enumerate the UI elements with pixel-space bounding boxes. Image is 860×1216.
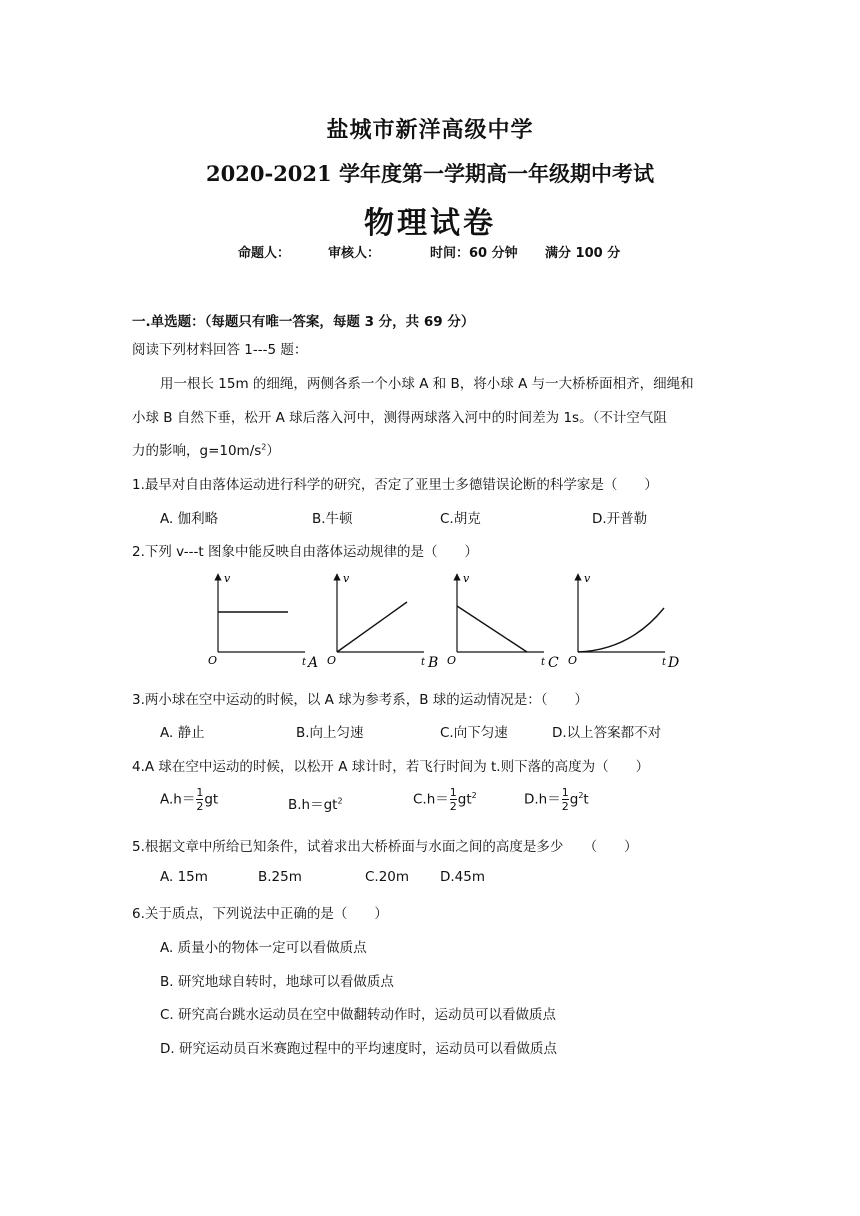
subject-title: 物理试卷 [364, 206, 496, 241]
q1-option-c: C.胡克 [440, 511, 481, 527]
q1-option-a: A. 伽利略 [160, 511, 219, 527]
graph-d-curve [578, 608, 664, 652]
graph-d-origin: O [568, 654, 578, 667]
q3-option-a: A. 静止 [160, 725, 205, 741]
q6-option-c: C. 研究高台跳水运动员在空中做翻转动作时，运动员可以看做质点 [160, 1007, 557, 1023]
question-6-stem: 6.关于质点，下列说法中正确的是（ ） [132, 906, 388, 922]
graph-a [208, 572, 318, 671]
fraction-half: $\frac{1}{2}$ [449, 786, 457, 813]
graph-d-v: v [584, 572, 591, 585]
reviewer-label: 审核人： [328, 246, 381, 261]
q6-option-d: D. 研究运动员百米赛跑过程中的平均速度时，运动员可以看做质点 [160, 1041, 557, 1057]
material-line-1: 用一根长 15m 的细绳，两侧各系一个小球 A 和 B，将小球 A 与一大桥桥面相齐，细绳和 [160, 376, 694, 392]
q6-option-a: A. 质量小的物体一定可以看做质点 [160, 940, 367, 956]
graph-b-label: B [428, 655, 439, 671]
graph-b-v: v [343, 572, 350, 585]
fraction-half: $\frac{1}{2}$ [561, 786, 569, 813]
setter-label: 命题人： [238, 246, 291, 261]
q5-option-b: B.25m [258, 869, 302, 885]
graph-a-origin: O [208, 654, 218, 667]
graph-a-v: v [224, 572, 231, 585]
graph-d [568, 572, 679, 671]
school-name: 盐城市新洋高级中学 [326, 117, 534, 143]
q3-option-c: C.向下匀速 [440, 725, 508, 741]
reading-intro: 阅读下列材料回答 1---5 题： [132, 342, 308, 358]
time-label: 时间：60 分钟 [430, 246, 518, 261]
graph-c [447, 572, 559, 671]
graph-c-t: t [541, 657, 546, 668]
q3-option-b: B.向上匀速 [296, 725, 364, 741]
graph-c-label: C [548, 655, 559, 671]
q1-option-b: B.牛顿 [312, 511, 353, 527]
score-label: 满分 100 分 [545, 246, 621, 261]
graph-d-label: D [668, 655, 680, 671]
graph-b [327, 572, 438, 671]
q4-option-c: C.h＝ $\frac{1}{2}$ $gt^2$ [413, 786, 477, 813]
graph-c-origin: O [447, 654, 457, 667]
q3-option-d: D.以上答案都不对 [552, 725, 662, 741]
section-title: 一.单选题：（每题只有唯一答案，每题 3 分，共 69 分） [132, 314, 475, 330]
question-3-stem: 3.两小球在空中运动的时候，以 A 球为参考系，B 球的运动情况是：（ ） [132, 692, 588, 708]
q4-option-d: D.h＝ $\frac{1}{2}$ $g^2t$ [524, 786, 589, 813]
question-5-stem: 5.根据文章中所给已知条件，试着求出大桥桥面与水面之间的高度是多少 （ ） [132, 839, 638, 855]
q5-option-c: C.20m [365, 869, 410, 885]
graph-c-v: v [463, 572, 470, 585]
graph-a-t: t [302, 657, 307, 668]
vt-graphs [0, 568, 860, 678]
question-1-stem: 1.最早对自由落体运动进行科学的研究，否定了亚里士多德错误论断的科学家是（ ） [132, 477, 658, 493]
q5-option-a: A. 15m [160, 869, 208, 885]
q6-option-b: B. 研究地球自转时，地球可以看做质点 [160, 974, 394, 990]
graph-a-label: A [308, 655, 319, 671]
graph-b-curve [337, 602, 407, 652]
q4-option-b: $B.h=gt^2$ [288, 796, 343, 813]
graph-b-t: t [421, 657, 426, 668]
question-4-stem: 4.A 球在空中运动的时候，以松开 A 球计时，若飞行时间为 t.则下落的高度为（ ） [132, 759, 650, 775]
graph-d-t: t [662, 657, 667, 668]
q5-option-d: D.45m [440, 869, 486, 885]
q1-option-d: D.开普勒 [592, 511, 648, 527]
question-2-stem: 2.下列 v---t 图象中能反映自由落体运动规律的是（ ） [132, 544, 478, 560]
exam-title: 2020-2021 学年度第一学期高一年级期中考试 [206, 161, 654, 186]
material-line-3: 力的影响，$g=10m/s^2$） [132, 442, 280, 459]
fraction-half: $\frac{1}{2}$ [196, 786, 204, 813]
material-line-2: 小球 B 自然下垂，松开 A 球后落入河中，测得两球落入河中的时间差为 1s。（不计空气阻 [132, 410, 667, 426]
q4-option-a: A.h＝ $\frac{1}{2}$ gt [160, 786, 219, 813]
graph-c-curve [457, 606, 527, 652]
graph-b-origin: O [327, 654, 337, 667]
